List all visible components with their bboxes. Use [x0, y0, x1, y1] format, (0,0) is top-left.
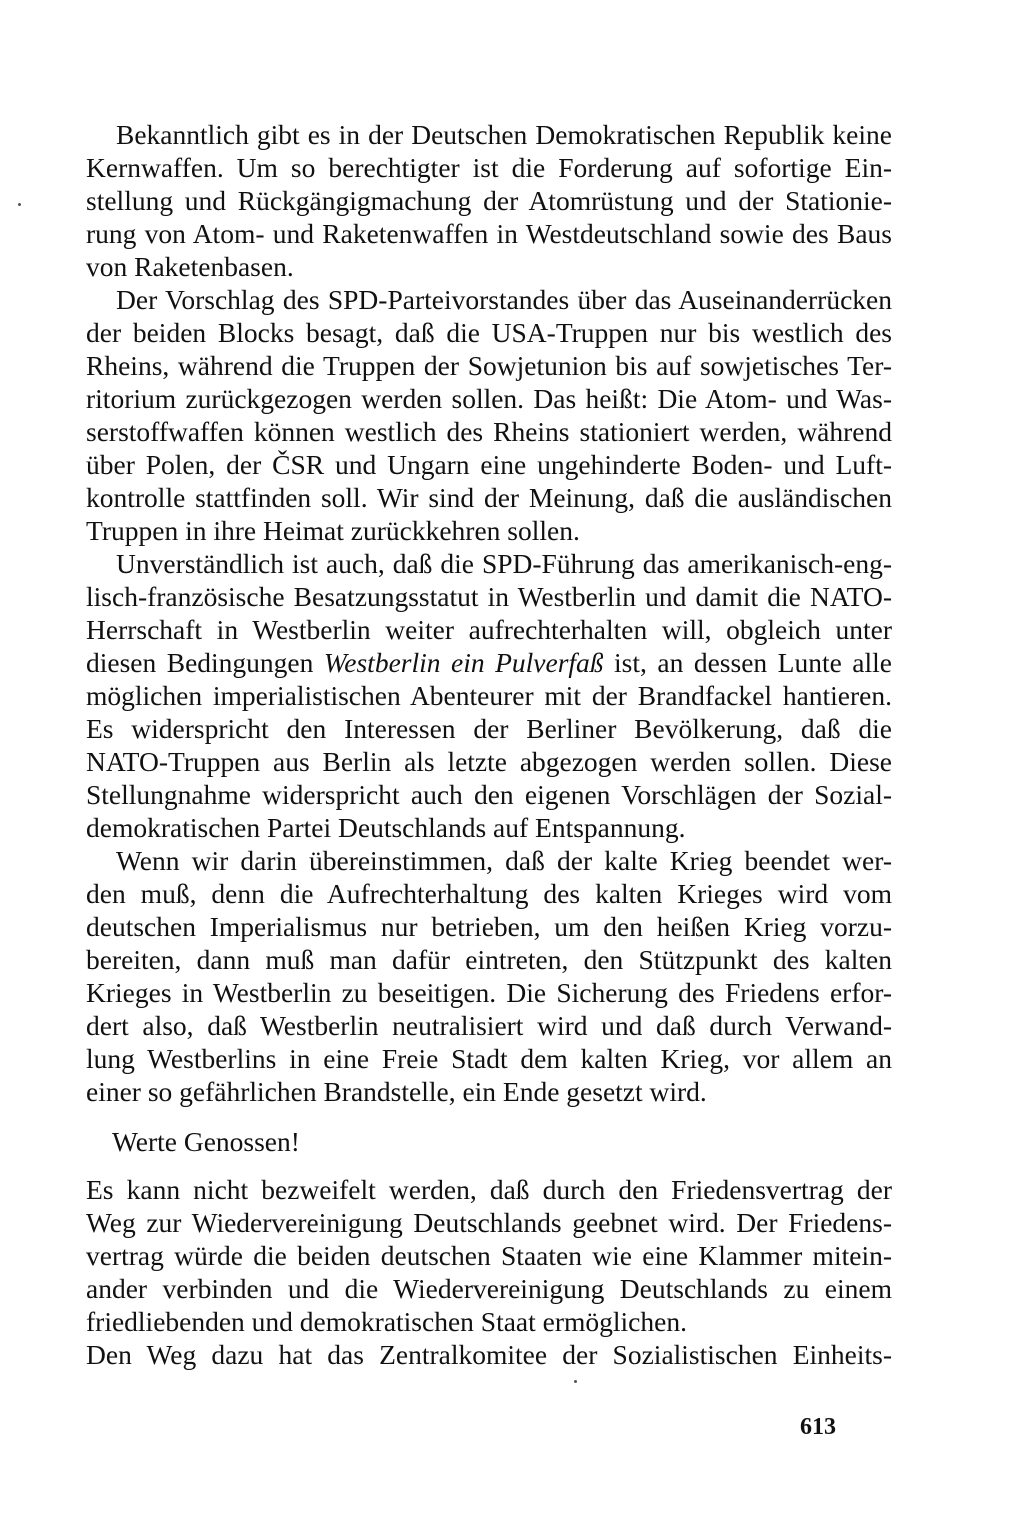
text-line: Truppen in ihre Heimat zurückkehren sollen.: [86, 515, 580, 546]
text-line: über Polen, der ČSR und Ungarn eine ungehinderte Boden- und Luft-: [86, 449, 892, 480]
text-line: ander verbinden und die Wiedervereinigung Deutschlands zu einem: [86, 1273, 892, 1304]
text-line: kontrolle stattfinden soll. Wir sind der Meinung, daß die ausländischen: [86, 482, 892, 513]
text-line: serstoffwaffen können westlich des Rheins stationiert werden, während: [86, 416, 892, 447]
text-line: Es widerspricht den Interessen der Berliner Bevölkerung, daß die: [86, 713, 892, 744]
text-line: Es kann nicht bezweifelt werden, daß durch den Friedensvertrag der: [86, 1174, 892, 1205]
text-line: dert also, daß Westberlin neutralisiert wird und daß durch Verwand-: [86, 1010, 892, 1041]
text-line: Weg zur Wiedervereinigung Deutschlands geebnet wird. Der Friedens-: [86, 1207, 892, 1238]
text-line: rung von Atom- und Raketenwaffen in Westdeutschland sowie des Baus: [86, 218, 892, 249]
page-number: 613: [800, 1414, 836, 1440]
scan-speck: [18, 203, 21, 206]
text-line: Kernwaffen. Um so berechtigter ist die Forderung auf sofortige Ein-: [86, 152, 892, 183]
text-line: NATO-Truppen aus Berlin als letzte abgezogen werden sollen. Diese: [86, 746, 892, 777]
text-line: möglichen imperialistischen Abenteurer mit der Brandfackel hantieren.: [86, 680, 892, 711]
text-line: Herrschaft in Westberlin weiter aufrechterhalten will, obgleich unter: [86, 614, 892, 645]
text-line: Krieges in Westberlin zu beseitigen. Die Sicherung des Friedens erfor-: [86, 977, 892, 1008]
text-line: Wenn wir darin übereinstimmen, daß der kalte Krieg beendet wer-: [116, 845, 892, 876]
text-line: vertrag würde die beiden deutschen Staaten wie eine Klammer mitein-: [86, 1240, 892, 1271]
text-line: den muß, denn die Aufrechterhaltung des kalten Krieges wird vom: [86, 878, 892, 909]
text-line: demokratischen Partei Deutschlands auf Entspannung.: [86, 812, 686, 843]
text-line: einer so gefährlichen Brandstelle, ein Ende gesetzt wird.: [86, 1076, 707, 1107]
text-line: lung Westberlins in eine Freie Stadt dem kalten Krieg, vor allem an: [86, 1043, 892, 1074]
section-salutation: Werte Genossen!: [112, 1126, 300, 1157]
text-line: der beiden Blocks besagt, daß die USA-Truppen nur bis westlich des: [86, 317, 892, 348]
scan-speck: [574, 1380, 577, 1383]
text-line: Den Weg dazu hat das Zentralkomitee der Sozialistischen Einheits-: [86, 1339, 892, 1370]
text-line: Stellungnahme widerspricht auch den eigenen Vorschlägen der Sozial-: [86, 779, 892, 810]
text-line: stellung und Rückgängigmachung der Atomrüstung und der Stationie-: [86, 185, 892, 216]
text-line-with-emphasis: [86, 646, 892, 680]
text-line: Der Vorschlag des SPD-Parteivorstandes über das Auseinanderrücken: [116, 284, 892, 315]
text-run: diesen Bedingungen: [86, 647, 324, 678]
text-run: ist, an dessen Lunte alle: [603, 647, 892, 678]
text-line: Unverständlich ist auch, daß die SPD-Führung das amerikanisch-eng-: [116, 548, 892, 579]
text-line: Rheins, während die Truppen der Sowjetunion bis auf sowjetisches Ter-: [86, 350, 892, 381]
text-line: friedliebenden und demokratischen Staat ermöglichen.: [86, 1306, 687, 1337]
text-line: von Raketenbasen.: [86, 251, 294, 282]
text-line: lisch-französische Besatzungsstatut in Westberlin und damit die NATO-: [86, 581, 892, 612]
italic-emphasis: Westberlin ein Pulverfaß: [323, 647, 604, 678]
text-line: ritorium zurückgezogen werden sollen. Das heißt: Die Atom- und Was-: [86, 383, 892, 414]
text-line: Bekanntlich gibt es in der Deutschen Demokratischen Republik keine: [116, 119, 892, 150]
text-line: bereiten, dann muß man dafür eintreten, den Stützpunkt des kalten: [86, 944, 892, 975]
text-line: deutschen Imperialismus nur betrieben, um den heißen Krieg vorzu-: [86, 911, 892, 942]
